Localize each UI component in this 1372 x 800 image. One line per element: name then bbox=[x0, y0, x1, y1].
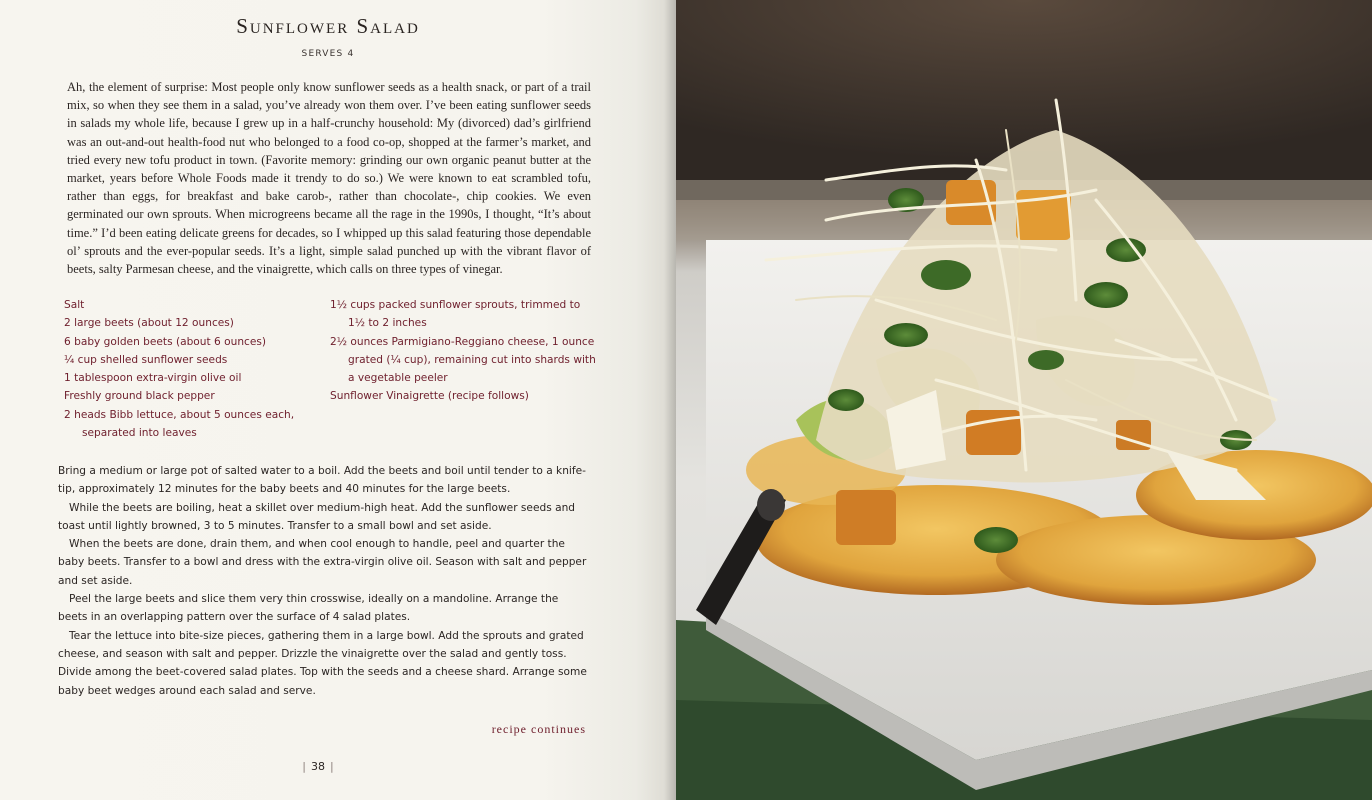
ingredient-item: Salt bbox=[64, 299, 85, 311]
page-number-bracket-right: | bbox=[330, 760, 334, 773]
ingredient-list-right bbox=[330, 296, 600, 406]
method-step: Bring a medium or large pot of salted water to a boil. Add the beets and boil until tender to a knife-tip, approximately 12 minutes for the baby beets and 40 minutes for the large beets. bbox=[58, 465, 586, 496]
recipe-title: Sunflower Salad bbox=[236, 14, 420, 38]
ingredient-item: ¼ cup shelled sunflower seeds bbox=[64, 353, 228, 366]
ingredient-item: 2½ ounces Parmigiano-Reggiano cheese, 1 ounce grated (¼ cup), remaining cut into shards with a vegetable peeler bbox=[330, 335, 596, 385]
method-step: When the beets are done, drain them, and when cool enough to handle, peel and quarter the baby beets. Transfer to a bowl and dress with the extra-virgin olive oil. Season with salt and pepper and set aside. bbox=[58, 538, 587, 587]
method-step: Peel the large beets and slice them very thin crosswise, ideally on a mandoline. Arrange the beets in an overlapping pattern over the surface of 4 salad plates. bbox=[58, 593, 559, 624]
ingredient-item: 1 tablespoon extra-virgin olive oil bbox=[64, 372, 242, 385]
page-number-value: 38 bbox=[311, 760, 325, 773]
ingredient-item: 2 large beets (about 12 ounces) bbox=[64, 317, 234, 330]
method-step: While the beets are boiling, heat a skillet over medium-high heat. Add the sunflower seeds and toast until lightly browned, 3 to 5 minutes. Transfer to a small bowl and set aside. bbox=[58, 501, 576, 532]
recipe-continues-note: recipe continues bbox=[491, 722, 586, 736]
ingredient-item: 2 heads Bibb lettuce, about 5 ounces each, separated into leaves bbox=[64, 408, 295, 440]
ingredient-list-left bbox=[64, 296, 314, 442]
ingredient-item: 6 baby golden beets (about 6 ounces) bbox=[64, 335, 267, 348]
page-number bbox=[0, 760, 636, 773]
ingredient-item: Sunflower Vinaigrette (recipe follows) bbox=[330, 390, 529, 403]
salad-photo-illustration bbox=[676, 0, 1372, 800]
serves-label: SERVES 4 bbox=[301, 49, 355, 59]
recipe-intro: Ah, the element of surprise: Most people only know sunflower seeds as a health snack, or part of a trail mix, so when they see them in a salad, you’ve already won them over. I’ve been eating sunflower seeds in salads my whole life, because I grew up in a half-crunchy household: My (divorced) dad’s girlfriend was an out-and-out health-food nut who belonged to a food co-op, shopped at the farmer’s market, and tried every new tofu product in town. (Favorite memory: grinding our own organic peanut butter at the market, years before Whole Foods made it trendy to do so.) We were known to eat scrambled tofu, rather than eggs, for breakfast and bake carob-, rather than chocolate-, chip cookies. We even germinated our own sprouts. When microgreens became all the rage in the 1990s, I thought, “It’s about time.” I’d been eating delicate greens for decades, so I whipped up this salad featuring those dependable ol’ sprouts and the ever-popular seeds. It’s a light, simple salad punched up with the vibrant flavor of beets, salty Parmesan cheese, and the vinaigrette, which calls on three types of vinegar. bbox=[67, 80, 591, 277]
recipe-method bbox=[58, 462, 588, 700]
ingredient-item: 1½ cups packed sunflower sprouts, trimmed to 1½ to 2 inches bbox=[330, 299, 581, 330]
recipe-page bbox=[0, 0, 676, 800]
method-step: Tear the lettuce into bite-size pieces, gathering them in a large bowl. Add the sprouts and grated cheese, and season with salt and pepper. Drizzle the vinaigrette over the salad and gently toss. Divide among the beet-covered salad plates. Top with the seeds and a cheese shard. Arrange some baby beet wedges around each salad and serve. bbox=[58, 629, 587, 697]
ingredient-item: Freshly ground black pepper bbox=[64, 390, 215, 403]
salad-photo bbox=[676, 0, 1372, 800]
page-number-bracket-left: | bbox=[302, 760, 306, 773]
